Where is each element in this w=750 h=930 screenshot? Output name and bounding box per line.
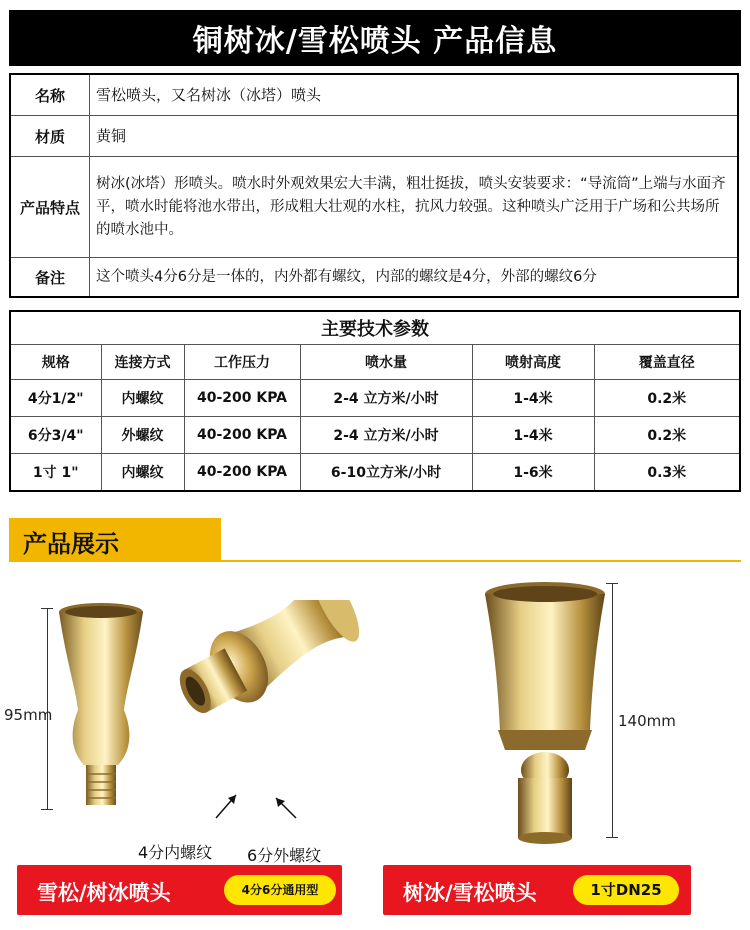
showcase-section-title: 产品展示 [23, 530, 119, 558]
spec-cell: 1-4米 [472, 380, 594, 417]
info-value: 黄铜 [90, 116, 739, 157]
spec-cell: 1-6米 [472, 454, 594, 492]
spec-cell: 40-200 KPA [184, 454, 300, 492]
spec-cell: 0.2米 [594, 380, 740, 417]
info-key: 产品特点 [10, 157, 90, 258]
spec-cell: 0.2米 [594, 417, 740, 454]
info-value: 这个喷头4分6分是一体的，内外都有螺纹，内部的螺纹是4分，外部的螺纹6分 [90, 258, 739, 298]
info-key: 备注 [10, 258, 90, 298]
product-image-large-nozzle [480, 580, 610, 845]
spec-cell: 1寸 1" [10, 454, 101, 492]
spec-header: 喷射高度 [472, 345, 594, 380]
spec-cell: 6-10立方米/小时 [300, 454, 472, 492]
dimension-label-right: 140mm [618, 712, 676, 730]
spec-cell: 2-4 立方米/小时 [300, 380, 472, 417]
spec-cell: 0.3米 [594, 454, 740, 492]
spec-row [10, 454, 740, 492]
dimension-cap [41, 608, 53, 609]
spec-cell: 1-4米 [472, 417, 594, 454]
spec-cell: 外螺纹 [101, 417, 184, 454]
dimension-line-right [612, 583, 613, 838]
showcase-section-label [9, 518, 221, 562]
spec-cell: 40-200 KPA [184, 417, 300, 454]
info-value: 树冰(冰塔）形喷头。喷水时外观效果宏大丰满，粗壮挺拔，喷头安装要求：“导流筒”上端与水面齐平，喷水时能将池水带出，形成粗大壮观的水柱，抗风力较强。这种喷头广泛用于广场和公共场所的喷水池中。 [90, 157, 739, 258]
spec-cell: 6分3/4" [10, 417, 101, 454]
info-value: 雪松喷头，又名树冰（冰塔）喷头 [90, 74, 739, 116]
arrow-inner-thread [216, 795, 236, 818]
label-inner-thread: 4分内螺纹 [138, 843, 213, 862]
spec-header: 喷水量 [300, 345, 472, 380]
arrow-outer-thread [276, 798, 296, 818]
info-row-features [10, 157, 738, 258]
spec-header: 覆盖直径 [594, 345, 740, 380]
spec-cell: 4分1/2" [10, 380, 101, 417]
spec-cell: 内螺纹 [101, 380, 184, 417]
info-row-material [10, 116, 738, 157]
label-outer-thread: 6分外螺纹 [247, 846, 322, 865]
spec-cell: 40-200 KPA [184, 380, 300, 417]
standing-nozzle [59, 603, 143, 805]
spec-header-row [10, 345, 740, 380]
banner-left-label: 雪松/树冰喷头 [37, 881, 171, 905]
info-key: 名称 [10, 74, 90, 116]
spec-table-title: 主要技术参数 [10, 311, 740, 345]
product-image-small-nozzle [56, 600, 376, 840]
banner-left [17, 865, 342, 915]
banner-left-pill: 4分6分通用型 [224, 875, 336, 905]
info-key: 材质 [10, 116, 90, 157]
banner-right-pill: 1寸DN25 [573, 875, 679, 905]
product-info-table [9, 73, 739, 298]
dimension-label-left: 95mm [4, 706, 53, 724]
info-row-name [10, 74, 738, 116]
spec-header: 连接方式 [101, 345, 184, 380]
spec-header: 工作压力 [184, 345, 300, 380]
lying-nozzle [160, 600, 371, 729]
spec-row [10, 417, 740, 454]
spec-header: 规格 [10, 345, 101, 380]
spec-cell: 内螺纹 [101, 454, 184, 492]
section-divider [9, 560, 741, 562]
info-row-note [10, 258, 738, 298]
banner-right [383, 865, 691, 915]
spec-table [9, 310, 741, 492]
spec-cell: 2-4 立方米/小时 [300, 417, 472, 454]
spec-row [10, 380, 740, 417]
banner-right-label: 树冰/雪松喷头 [403, 881, 537, 905]
dimension-cap [41, 809, 53, 810]
page-title: 铜树冰/雪松喷头 产品信息 [9, 10, 741, 66]
